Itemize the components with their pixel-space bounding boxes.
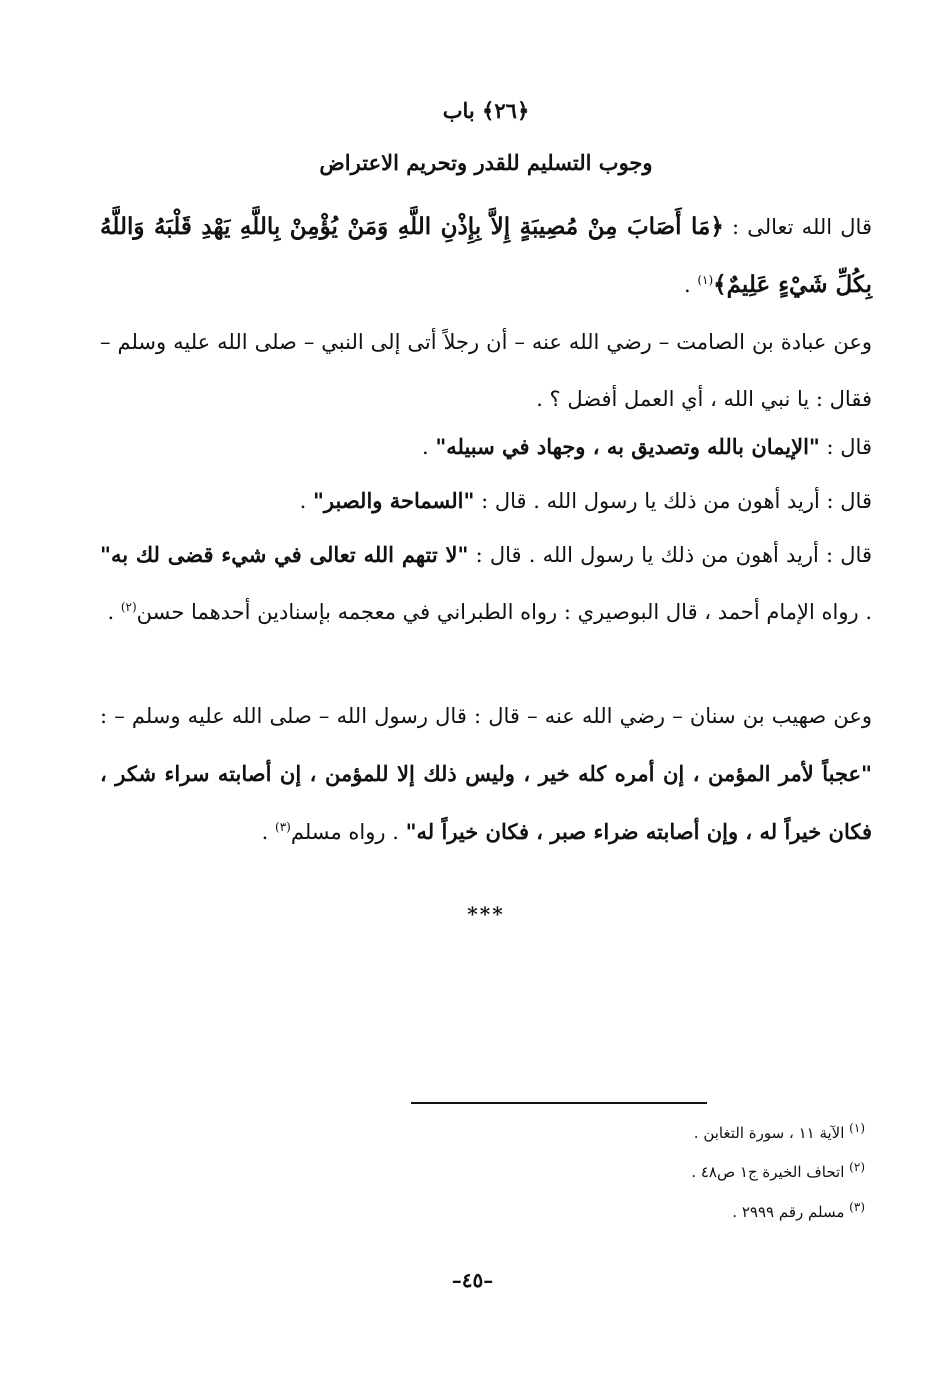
footnote-2 [691, 1160, 865, 1181]
hadith-quote-2: "السماحة والصبر" [312, 488, 475, 513]
p5-lead: قال : أريد أهون من ذلك يا رسول الله . قال : [468, 543, 872, 567]
chapter-title: وجوب التسليم للقدر وتحريم الاعتراض [319, 150, 653, 175]
hadith-quote-4: "عجباً لأمر المؤمن ، إن أمره كله خير ، وليس ذلك إلا للمؤمن ، إن أصابته سراء شكر ، فكان خيراً له ، وإن أصابته ضراء صبر ، فكان خيراً له" [100, 761, 872, 844]
footnote-1-text: الآية ١١ ، سورة التغابن . [693, 1124, 850, 1142]
footnote-1-num: (١) [849, 1121, 865, 1135]
quran-verse: ﴿مَا أَصَابَ مِنْ مُصِيبَةٍ إِلاَّ بِإِذْنِ اللَّهِ وَمَنْ يُؤْمِنْ بِاللَّهِ يَهْدِ قَلْبَهُ وَاللَّهُ بِكُلِّ شَيْءٍ عَلِيمٌ﴾ [100, 213, 872, 298]
p1-lead: قال الله تعالى : [723, 215, 872, 239]
footnote-3 [732, 1200, 865, 1221]
p2-text: وعن عبادة بن الصامت – رضي الله عنه – أن رجلاً أتى إلى النبي – صلى الله عليه وسلم – فقال : يا نبي الله ، أي العمل أفضل ؟ . [100, 330, 872, 411]
footnote-2-text: اتحاف الخيرة ج١ ص٤٨ . [691, 1163, 850, 1181]
p4-end: . [299, 489, 313, 513]
footnote-1 [693, 1121, 865, 1142]
footnotes [100, 0, 865, 1379]
p6-lead: وعن صهيب بن سنان – رضي الله عنه – قال : قال رسول الله – صلى الله عليه وسلم – : [100, 704, 872, 728]
p1-end: . [683, 273, 698, 297]
footnote-3-num: (٣) [849, 1200, 865, 1214]
page-number: –٤٥– [451, 1268, 494, 1292]
footnote-3-text: مسلم رقم ٢٩٩٩ . [732, 1203, 850, 1221]
section-separator: *** [467, 902, 505, 926]
footnote-ref-2: (٢) [120, 600, 137, 614]
footnote-2-num: (٢) [849, 1160, 865, 1174]
p4-lead: قال : أريد أهون من ذلك يا رسول الله . قال : [474, 489, 872, 513]
p3-lead: قال : [819, 435, 872, 459]
hadith-quote-1: "الإيمان بالله وتصديق به ، وجهاد في سبيله" [435, 434, 820, 459]
p6-rest: . رواه مسلم [290, 820, 406, 844]
p5-rest: . رواه الإمام أحمد ، قال البوصيري : رواه الطبراني في معجمه بإسنادين أحدهما حسن [136, 600, 872, 624]
footnote-ref-3: (٣) [275, 820, 291, 834]
p6-end: . [261, 820, 276, 844]
p3-end: . [421, 435, 436, 459]
p5-end: . [107, 600, 121, 624]
chapter-heading: ﴿٢٦﴾ باب [442, 98, 530, 123]
hadith-quote-3: "لا تتهم الله تعالى في شيء قضى لك به" [100, 542, 469, 567]
footnote-ref-1: (١) [697, 273, 714, 287]
